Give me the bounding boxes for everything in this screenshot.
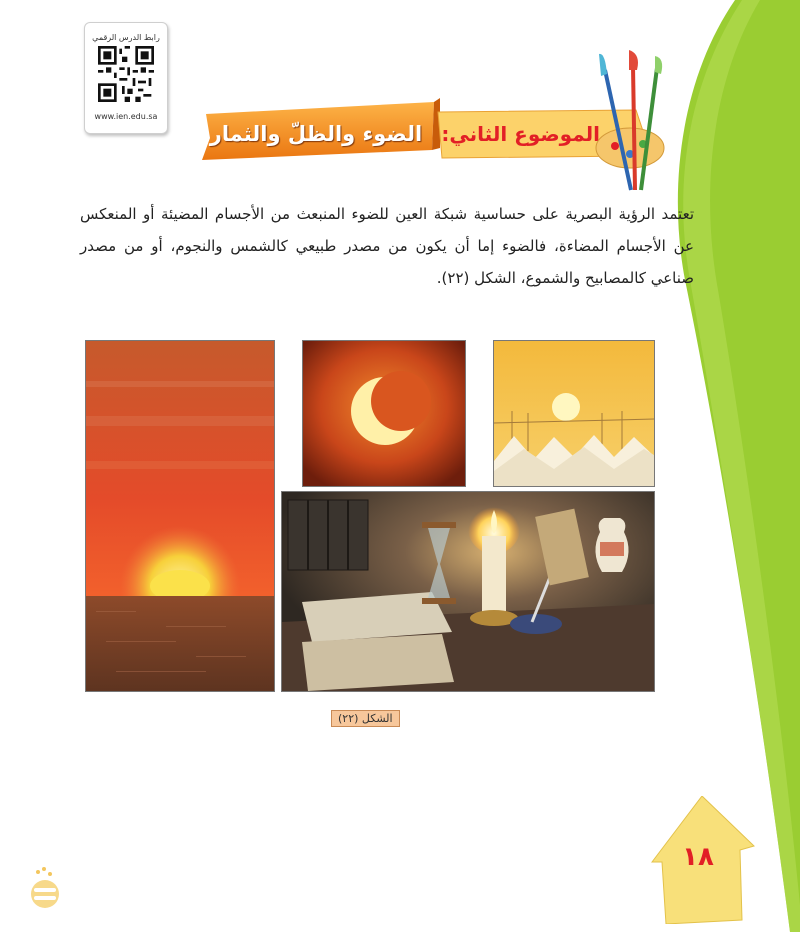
sunset-at-sea-photo: [85, 340, 275, 692]
qr-caption: رابط الدرس الرقمي: [92, 33, 160, 42]
crescent-moon-photo: [302, 340, 466, 487]
sun-over-tents-photo: [493, 340, 655, 487]
body-paragraph: تعتمد الرؤية البصرية على حساسية شبكة العين للضوء المنبعث من الأجسام المضيئة أو المنعكس عن الأجسام المضاءة، فالضوء إما أن يكون من مصدر طبيعي كالشمس والنجوم، أو من مصدر صناعي كالمصابيح والشموع، الشكل (٢٢).: [80, 205, 694, 287]
topic-label: الموضوع الثاني:: [441, 122, 600, 146]
page-number: ١٨: [682, 842, 714, 872]
qr-card[interactable]: [84, 22, 168, 134]
figure-caption: الشكل (٢٢): [331, 710, 400, 727]
qr-url[interactable]: www.ien.edu.sa: [94, 112, 158, 121]
paint-brushes-icon: [585, 50, 675, 195]
candle-still-life-photo: [281, 491, 655, 692]
qr-code-icon[interactable]: [98, 46, 154, 102]
publisher-logo-icon: [28, 866, 62, 910]
topic-title: الضوء والظلّ والثمار: [209, 122, 423, 146]
